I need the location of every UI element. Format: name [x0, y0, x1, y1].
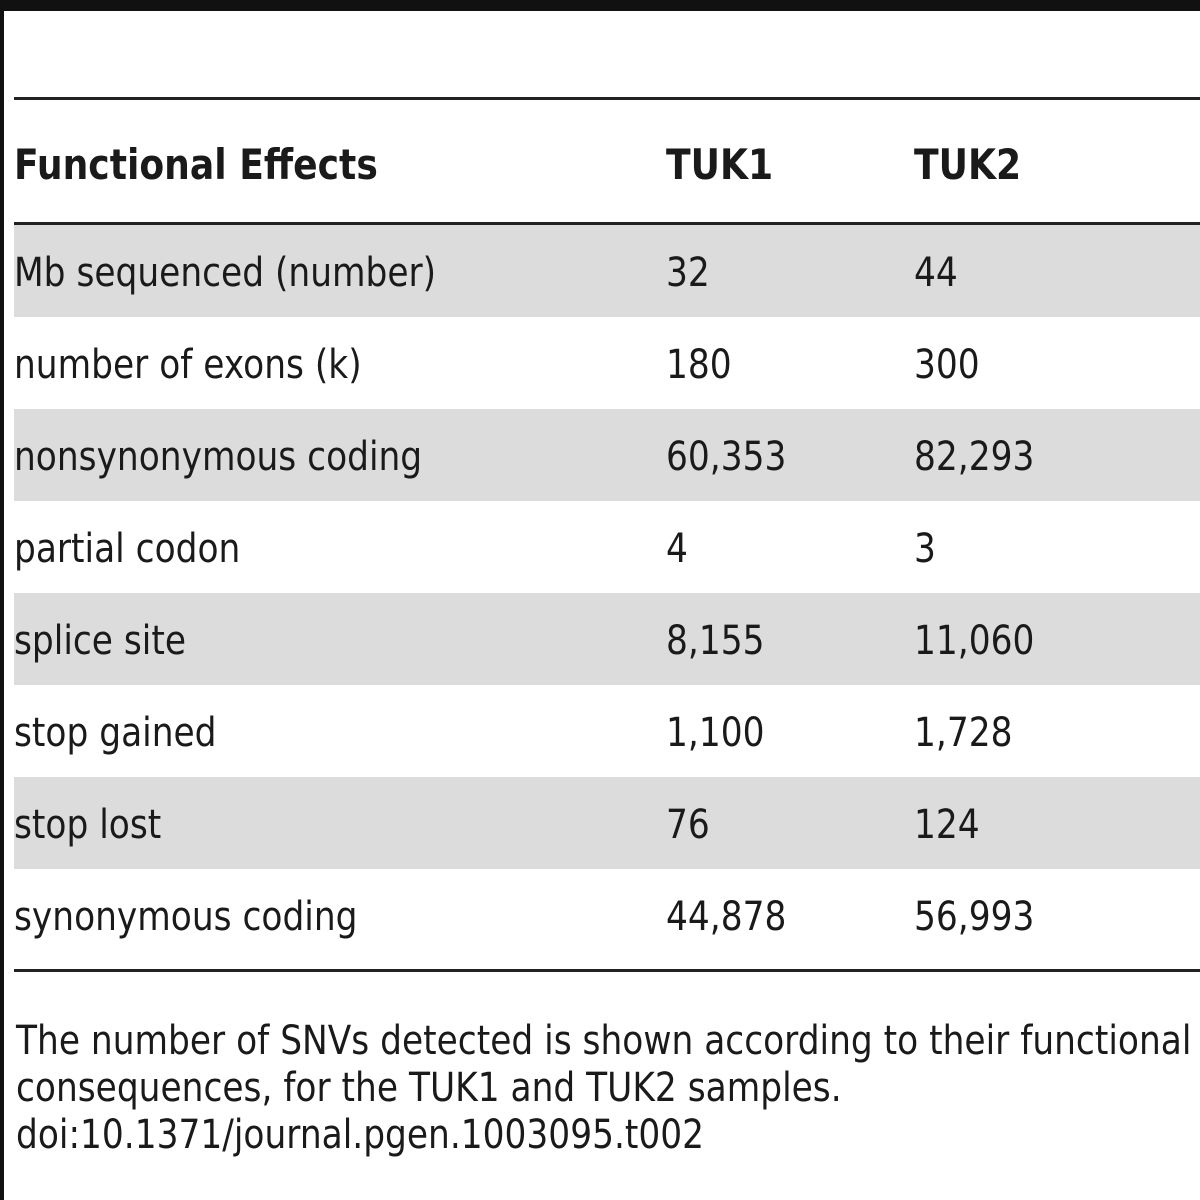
header-functional-effects: Functional Effects: [14, 140, 378, 189]
cell-effect: number of exons (k): [14, 342, 362, 388]
table-header-row: [14, 100, 1200, 222]
cell-tuk2: 82,293: [914, 434, 1035, 480]
cell-tuk2: 3: [914, 526, 936, 572]
table-caption: [16, 1018, 1192, 1159]
caption-line-2: consequences, for the TUK1 and TUK2 samples.: [16, 1065, 842, 1111]
cell-tuk1: 8,155: [666, 618, 765, 664]
header-tuk1: TUK1: [666, 140, 774, 189]
cell-effect: Mb sequenced (number): [14, 250, 437, 296]
cell-effect: stop gained: [14, 710, 217, 756]
cell-tuk2: 11,060: [914, 618, 1035, 664]
caption-line-1: The number of SNVs detected is shown according to their functional: [16, 1018, 1192, 1064]
cell-effect: splice site: [14, 618, 187, 664]
header-tuk2: TUK2: [914, 140, 1022, 189]
cell-tuk1: 180: [666, 342, 732, 388]
table-row: [14, 409, 1200, 501]
table-row: [14, 869, 1200, 961]
table-body: [14, 225, 1200, 961]
table-row: [14, 777, 1200, 869]
caption-doi: doi:10.1371/journal.pgen.1003095.t002: [16, 1112, 705, 1158]
cell-tuk2: 56,993: [914, 894, 1035, 940]
table-row: [14, 317, 1200, 409]
cell-tuk2: 44: [914, 250, 958, 296]
cell-effect: partial codon: [14, 526, 241, 572]
top-border-bar: [0, 0, 1200, 11]
cell-tuk1: 60,353: [666, 434, 787, 480]
table-row: [14, 501, 1200, 593]
cell-tuk2: 124: [914, 802, 980, 848]
cell-effect: nonsynonymous coding: [14, 434, 423, 480]
cell-tuk1: 44,878: [666, 894, 787, 940]
table-bottom-rule: [14, 969, 1200, 972]
table-row: [14, 685, 1200, 777]
cell-tuk1: 1,100: [666, 710, 765, 756]
table-row: [14, 225, 1200, 317]
table-row: [14, 593, 1200, 685]
cell-tuk2: 300: [914, 342, 980, 388]
cell-effect: stop lost: [14, 802, 162, 848]
cell-effect: synonymous coding: [14, 894, 358, 940]
cell-tuk1: 4: [666, 526, 688, 572]
cell-tuk1: 76: [666, 802, 710, 848]
cell-tuk1: 32: [666, 250, 710, 296]
left-border-line: [0, 0, 4, 1200]
cell-tuk2: 1,728: [914, 710, 1013, 756]
